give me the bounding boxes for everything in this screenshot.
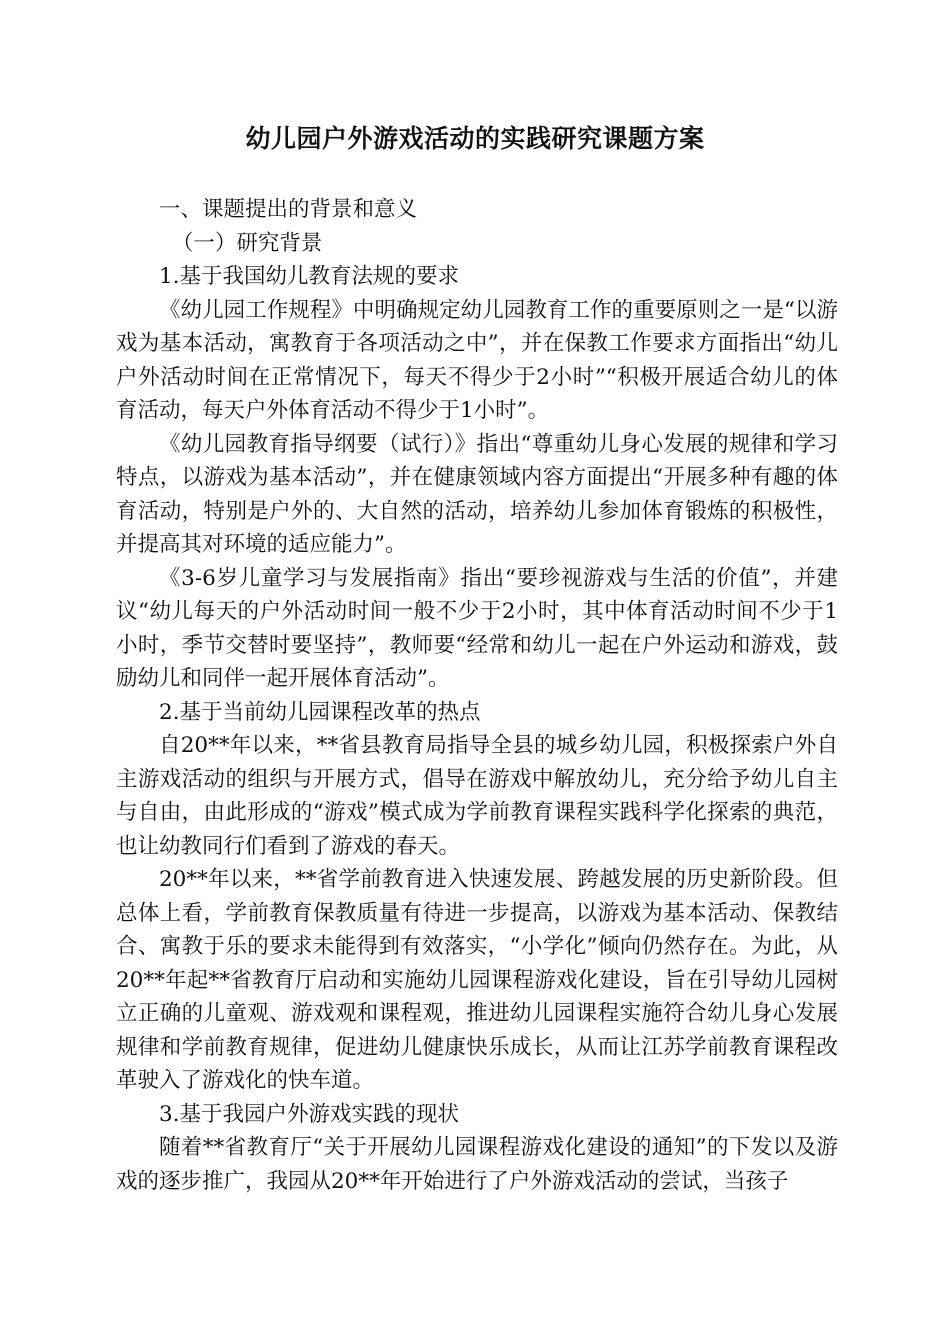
point-heading: 2.基于当前幼儿园课程改革的热点: [159, 699, 481, 725]
body-paragraph: 《幼儿园教育指导纲要（试行）》指出“尊重幼儿身心发展的规律和学习特点，以游戏为基本活动”，并在健康领域内容方面提出“开展多种有趣的体育活动，特别是户外的、大自然的活动，培养幼儿参加体育锻炼的积极性，并提高其对环境的适应能力”。: [116, 431, 838, 557]
document-body: [116, 193, 838, 1198]
document-title: 幼儿园户外游戏活动的实践研究课题方案: [245, 124, 705, 153]
point-heading: 1.基于我国幼儿教育法规的要求: [159, 264, 460, 289]
body-paragraph: 随着**省教育厅“关于开展幼儿园课程游戏化建设的通知”的下发以及游戏的逐步推广，我园从20**年开始进行了户外游戏活动的尝试，当孩子: [116, 1135, 838, 1194]
point-heading: 3.基于我园户外游戏实践的现状: [159, 1101, 460, 1127]
body-paragraph: 《幼儿园工作规程》中明确规定幼儿园教育工作的重要原则之一是“以游戏为基本活动，寓教育于各项活动之中”，并在保教工作要求方面指出“幼儿户外活动时间在正常情况下，每天不得少于2小时”“积极开展适合幼儿的体育活动，每天户外体育活动不得少于1小时”。: [116, 297, 838, 423]
body-paragraph: 自20**年以来，**省县教育局指导全县的城乡幼儿园，积极探索户外自主游戏活动的组织与开展方式，倡导在游戏中解放幼儿，充分给予幼儿自主与自由，由此形成的“游戏”模式成为学前教育课程实践科学化探索的典范，也让幼教同行们看到了游戏的春天。: [116, 733, 838, 859]
body-paragraph: 《3-6岁儿童学习与发展指南》指出“要珍视游戏与生活的价值”，并建议“幼儿每天的户外活动时间一般不少于2小时，其中体育活动时间不少于1小时，季节交替时要坚持”，教师要“经常和幼儿一起在户外运动和游戏，鼓励幼儿和同伴一起开展体育活动”。: [116, 565, 838, 691]
section-heading: 一、课题提出的背景和意义: [159, 197, 418, 222]
body-paragraph: 20**年以来，**省学前教育进入快速发展、跨越发展的历史新阶段。但总体上看，学前教育保教质量有待进一步提高，以游戏为基本活动、保教结合、寓教于乐的要求未能得到有效落实，“小学化”倾向仍然存在。为此，从20**年起**省教育厅启动和实施幼儿园课程游戏化建设，旨在引导幼儿园树立正确的儿童观、游戏观和课程观，推进幼儿园课程实施符合幼儿身心发展规律和学前教育规律，促进幼儿健康快乐成长，从而让江苏学前教育课程改革驶入了游戏化的快车道。: [116, 867, 838, 1093]
subsection-heading: （一）研究背景: [171, 230, 323, 256]
